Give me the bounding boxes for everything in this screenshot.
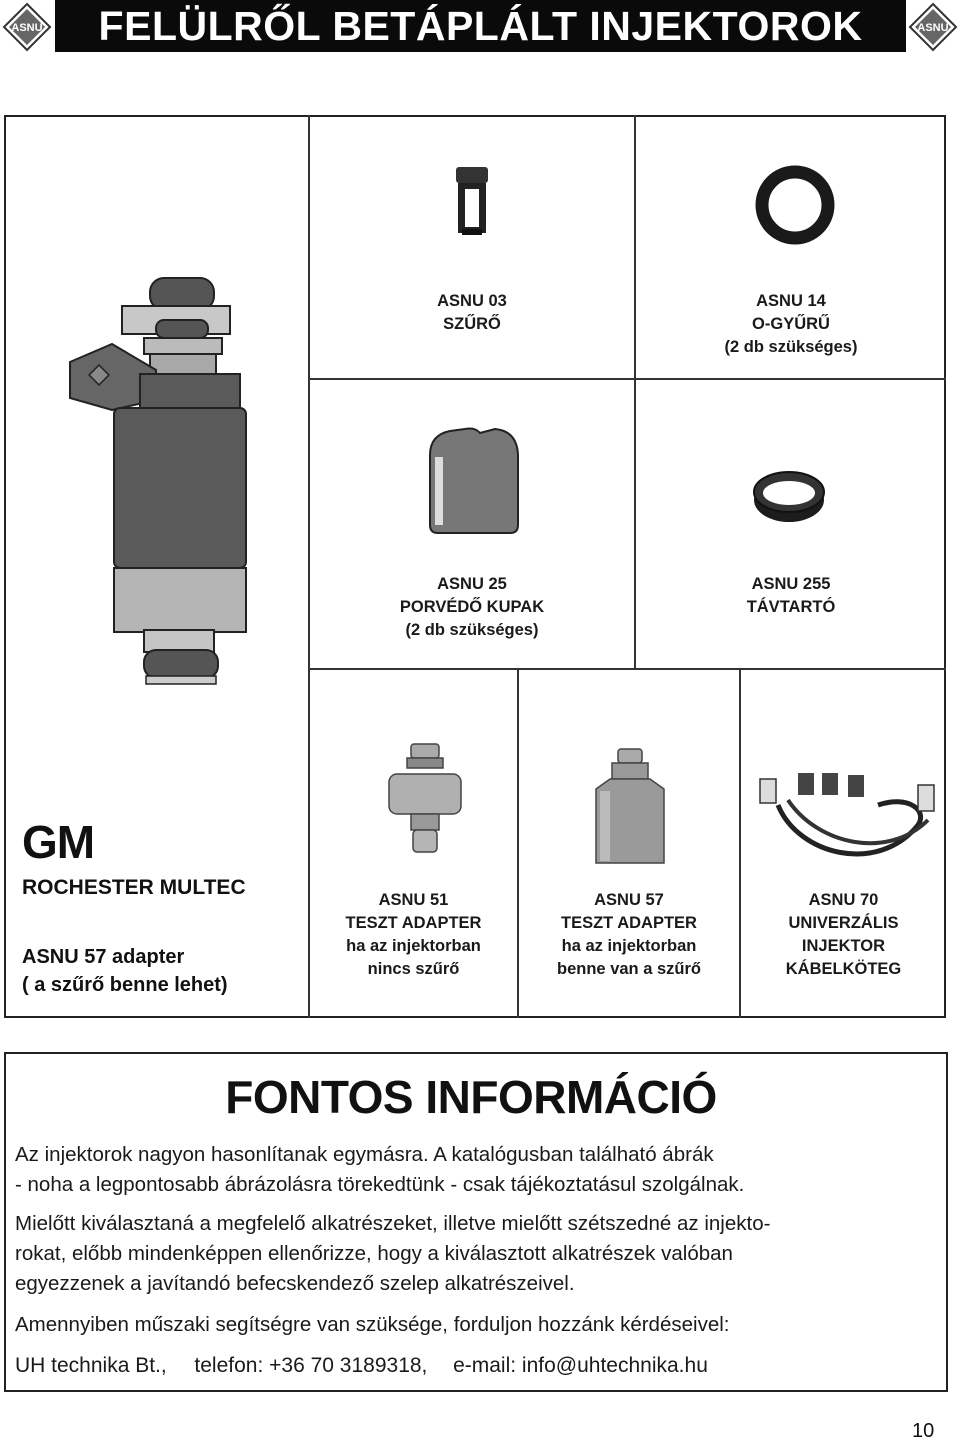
part-note: ha az injektorban <box>346 937 481 955</box>
part-label-asnu-14 <box>636 290 946 359</box>
part-note: ha az injektorban <box>561 937 697 955</box>
part-desc: SZŰRŐ <box>443 315 501 333</box>
logo-text: ASNU <box>917 22 949 34</box>
info-paragraph: rokat, előbb mindenképpen ellenőrizze, hogy a kiválasztott alkatrészek valóban <box>15 1242 733 1265</box>
part-desc: INJEKTOR <box>801 937 886 955</box>
email-address[interactable]: e-mail: info@uhtechnika.hu <box>453 1354 708 1377</box>
part-code: ASNU 03 <box>437 292 507 310</box>
part-desc: PORVÉDŐ KUPAK <box>399 598 545 616</box>
asnu-logo-left <box>2 2 52 52</box>
company-name: UH technika Bt., <box>15 1354 167 1377</box>
cable-harness-icon <box>758 765 938 875</box>
part-code: ASNU 14 <box>756 292 826 310</box>
part-label-asnu-03 <box>310 290 634 336</box>
part-label-asnu-25 <box>310 573 634 642</box>
adapter-line: ( a szűrő benne lehet) <box>22 974 228 996</box>
part-code: ASNU 57 <box>594 891 664 909</box>
grid-divider <box>308 115 310 1018</box>
part-code: ASNU 70 <box>808 891 879 909</box>
part-code: ASNU 51 <box>378 891 449 909</box>
logo-text: ASNU <box>11 22 43 34</box>
adapter-line: ASNU 57 adapter <box>22 946 185 968</box>
test-adapter-57-icon <box>590 745 670 870</box>
info-paragraph: Mielőtt kiválasztaná a megfelelő alkatrészeket, illetve mielőtt szétszedné az injekto- <box>15 1212 771 1235</box>
injector-make: GM <box>22 816 95 868</box>
page-header-title: FELÜLRŐL BETÁPLÁLT INJEKTOROK <box>55 0 906 52</box>
part-label-asnu-57 <box>519 889 739 981</box>
info-paragraph: - noha a legpontosabb ábrázolásra törekedtünk - csak tájékoztatásul szolgálnak. <box>15 1173 745 1196</box>
part-code: ASNU 25 <box>437 575 507 593</box>
phone-number: telefon: +36 70 3189318, <box>194 1354 428 1377</box>
info-paragraph: Amennyiben műszaki segítségre van szüksége, forduljon hozzánk kérdéseivel: <box>15 1313 730 1336</box>
o-ring-icon <box>755 165 835 245</box>
part-note: nincs szűrő <box>367 960 460 978</box>
info-paragraph: Az injektorok nagyon hasonlítanak egymásra. A katalógusban található ábrák <box>15 1143 714 1166</box>
spacer-ring-icon <box>748 460 830 530</box>
filter-icon <box>452 165 492 237</box>
injector-model: ROCHESTER MULTEC <box>22 876 246 899</box>
page-number: 10 <box>912 1420 935 1442</box>
part-note: (2 db szükséges) <box>724 338 858 356</box>
injector-adapter-note <box>22 943 228 999</box>
grid-divider <box>308 668 946 670</box>
gm-injector-illustration <box>60 270 260 690</box>
part-label-asnu-255 <box>636 573 946 619</box>
grid-divider <box>308 378 946 380</box>
part-desc: UNIVERZÁLIS <box>788 914 899 932</box>
part-desc: KÁBELKÖTEG <box>785 960 902 978</box>
asnu-logo-right <box>908 2 958 52</box>
test-adapter-51-icon <box>385 740 465 860</box>
part-note: (2 db szükséges) <box>405 621 539 639</box>
info-paragraph: egyezzenek a javítandó befecskendező szelep alkatrészeivel. <box>15 1272 575 1295</box>
contact-line <box>15 1354 708 1378</box>
dust-cap-icon <box>425 425 523 535</box>
part-desc: TESZT ADAPTER <box>345 914 482 932</box>
part-note: benne van a szűrő <box>557 960 701 978</box>
part-desc: TÁVTARTÓ <box>746 598 836 616</box>
part-desc: O-GYŰRŰ <box>752 315 830 333</box>
part-label-asnu-70 <box>741 889 946 981</box>
part-label-asnu-51 <box>310 889 517 981</box>
info-title: FONTOS INFORMÁCIÓ <box>225 1071 717 1123</box>
part-desc: TESZT ADAPTER <box>561 914 697 932</box>
part-code: ASNU 255 <box>751 575 831 593</box>
